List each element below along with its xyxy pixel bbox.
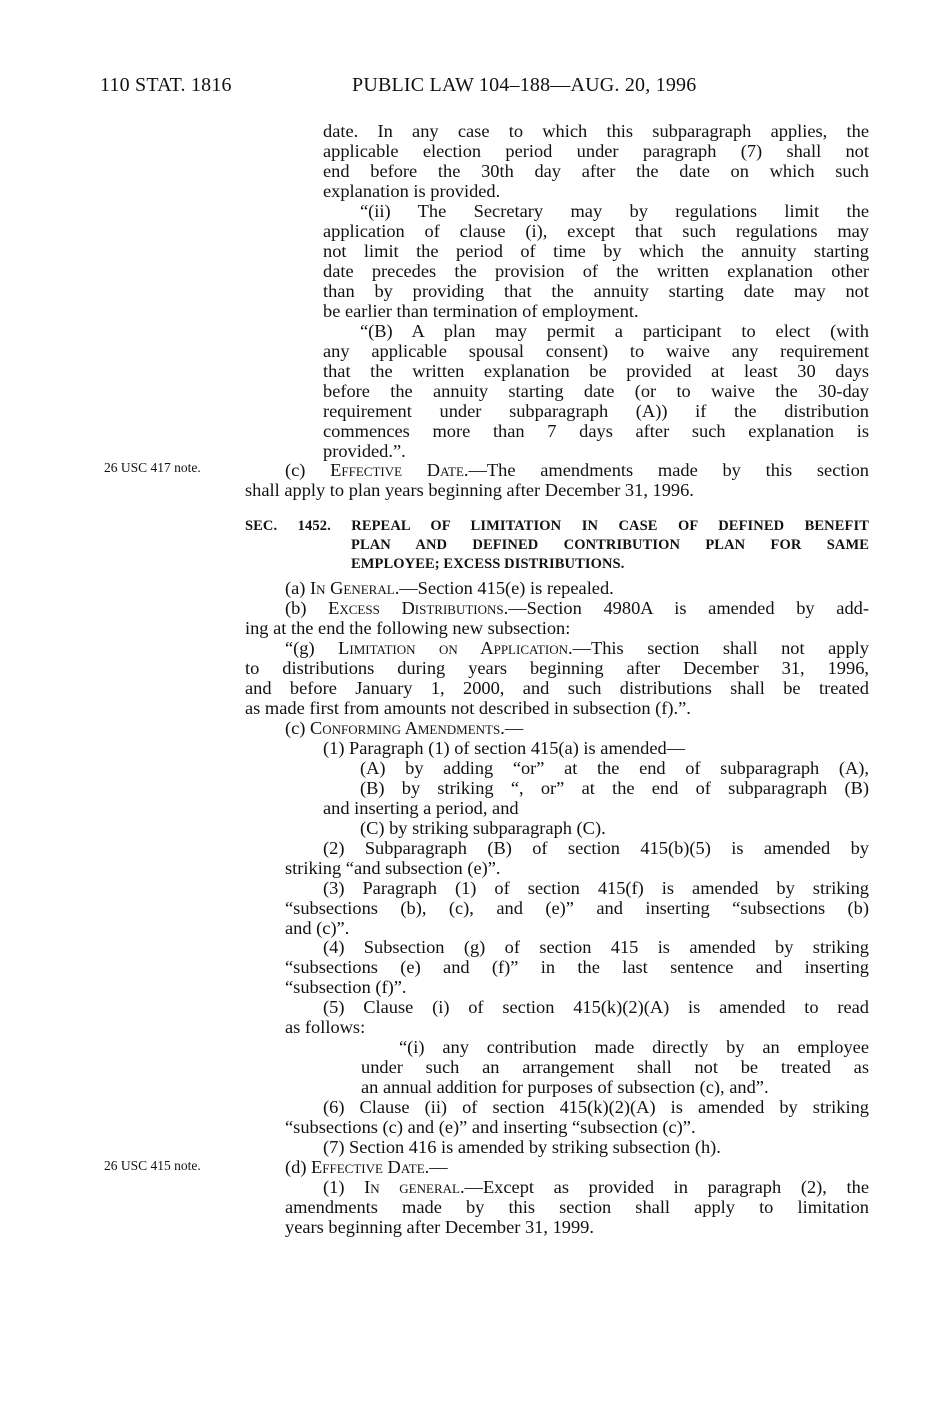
statute-page-number: 110 STAT. 1816 <box>100 74 232 96</box>
text-line-effective-date-d: (d) Effective Date.— <box>285 1157 448 1177</box>
heading-effective-date-d: Effective Date <box>311 1157 425 1177</box>
text-line: requirement under subparagraph (A)) if the distribution <box>323 401 869 421</box>
text-line-in-general: (a) In General.—Section 415(e) is repealed. <box>285 578 614 598</box>
text-line: provided.”. <box>323 441 406 461</box>
text-line: shall apply to plan years beginning after December 31, 1996. <box>245 480 694 500</box>
section-heading: SEC. 1452. REPEAL OF LIMITATION IN CASE OF DEFINED BENEFIT <box>245 518 869 534</box>
text-line: any applicable spousal consent) to waive any requirement <box>323 341 869 361</box>
text-line: as follows: <box>285 1017 366 1037</box>
text-line: explanation is provided. <box>323 181 501 201</box>
text-line: (1) Paragraph (1) of section 415(a) is amended— <box>323 738 686 758</box>
text-line: under such an arrangement shall not be treated as <box>361 1057 869 1077</box>
text-line: “subsection (f)”. <box>285 977 407 997</box>
section-heading: EMPLOYEE; EXCESS DISTRIBUTIONS. <box>351 556 625 572</box>
text-line: to distributions during years beginning after December 31, 1996, <box>245 658 869 678</box>
text-line: “(i) any contribution made directly by an employee <box>399 1037 869 1057</box>
margin-note-usc-417: 26 USC 417 note. <box>104 460 201 475</box>
text-line: date. In any case to which this subparagraph applies, the <box>323 121 869 141</box>
text-line: applicable election period under paragraph (7) shall not <box>323 141 869 161</box>
heading-conforming-amendments: Conforming Amendments <box>310 718 501 738</box>
text-line: be earlier than termination of employment. <box>323 301 639 321</box>
text-line: (5) Clause (i) of section 415(k)(2)(A) is amended to read <box>323 997 869 1017</box>
text-line: end before the 30th day after the date on which such <box>323 161 869 181</box>
text-line: (A) by adding “or” at the end of subparagraph (A), <box>360 758 869 778</box>
text-line: “subsections (e) and (f)” in the last sentence and inserting <box>285 957 869 977</box>
text-line: “(ii) The Secretary may by regulations limit the <box>360 201 869 221</box>
text-line: amendments made by this section shall apply to limitation <box>285 1197 869 1217</box>
text-line: (7) Section 416 is amended by striking subsection (h). <box>323 1137 721 1157</box>
heading-in-general-1: In general <box>364 1177 460 1197</box>
text-line: that the written explanation be provided at least 30 days <box>323 361 869 381</box>
text-line: and (c)”. <box>285 918 350 938</box>
text-line: (B) by striking “, or” at the end of subparagraph (B) <box>360 778 869 798</box>
section-heading: PLAN AND DEFINED CONTRIBUTION PLAN FOR SAME <box>351 537 869 553</box>
margin-note-usc-415: 26 USC 415 note. <box>104 1158 201 1173</box>
text-line: commences more than 7 days after such explanation is <box>323 421 869 441</box>
text-line: and inserting a period, and <box>323 798 519 818</box>
heading-in-general: In General <box>310 578 395 598</box>
running-header-title: PUBLIC LAW 104–188—AUG. 20, 1996 <box>352 74 697 96</box>
text-line-conforming: (c) Conforming Amendments.— <box>285 718 524 738</box>
text-line: striking “and subsection (e)”. <box>285 858 501 878</box>
text-line: not limit the period of time by which the annuity starting <box>323 241 869 261</box>
text-line-effective-date: (c) Effective Date.—The amendments made by this section <box>285 460 869 480</box>
text-line: years beginning after December 31, 1999. <box>285 1217 594 1237</box>
text-line: (2) Subparagraph (B) of section 415(b)(5) is amended by <box>323 838 869 858</box>
text-line: date precedes the provision of the written explanation other <box>323 261 869 281</box>
heading-limitation-on-application: Limitation on Application <box>338 638 568 658</box>
text-line: “subsections (c) and (e)” and inserting “subsection (c)”. <box>285 1117 696 1137</box>
heading-excess-distributions: Excess Distributions <box>328 598 504 618</box>
text-line-limitation: “(g) Limitation on Application.—This section shall not apply <box>285 638 869 658</box>
text-line: an annual addition for purposes of subsection (c), and”. <box>361 1077 769 1097</box>
text-line: (3) Paragraph (1) of section 415(f) is amended by striking <box>323 878 869 898</box>
text-line-in-general-1: (1) In general.—Except as provided in paragraph (2), the <box>323 1177 869 1197</box>
text-line: “subsections (b), (c), and (e)” and inserting “subsections (b) <box>285 898 869 918</box>
text-line: application of clause (i), except that such regulations may <box>323 221 869 241</box>
heading-effective-date: Effective Date <box>330 460 464 480</box>
text-line: as made first from amounts not described in subsection (f).”. <box>245 698 691 718</box>
text-line-excess-distributions: (b) Excess Distributions.—Section 4980A is amended by add- <box>285 598 869 618</box>
text-line: before the annuity starting date (or to waive the 30-day <box>323 381 869 401</box>
text-line: “(B) A plan may permit a participant to elect (with <box>360 321 869 341</box>
text-line: (6) Clause (ii) of section 415(k)(2)(A) is amended by striking <box>323 1097 869 1117</box>
text-line: and before January 1, 2000, and such distributions shall be treated <box>245 678 869 698</box>
text-line: than by providing that the annuity starting date may not <box>323 281 869 301</box>
text-line: (C) by striking subparagraph (C). <box>360 818 606 838</box>
text-line: (4) Subsection (g) of section 415 is amended by striking <box>323 937 869 957</box>
text-line: ing at the end the following new subsection: <box>245 618 571 638</box>
